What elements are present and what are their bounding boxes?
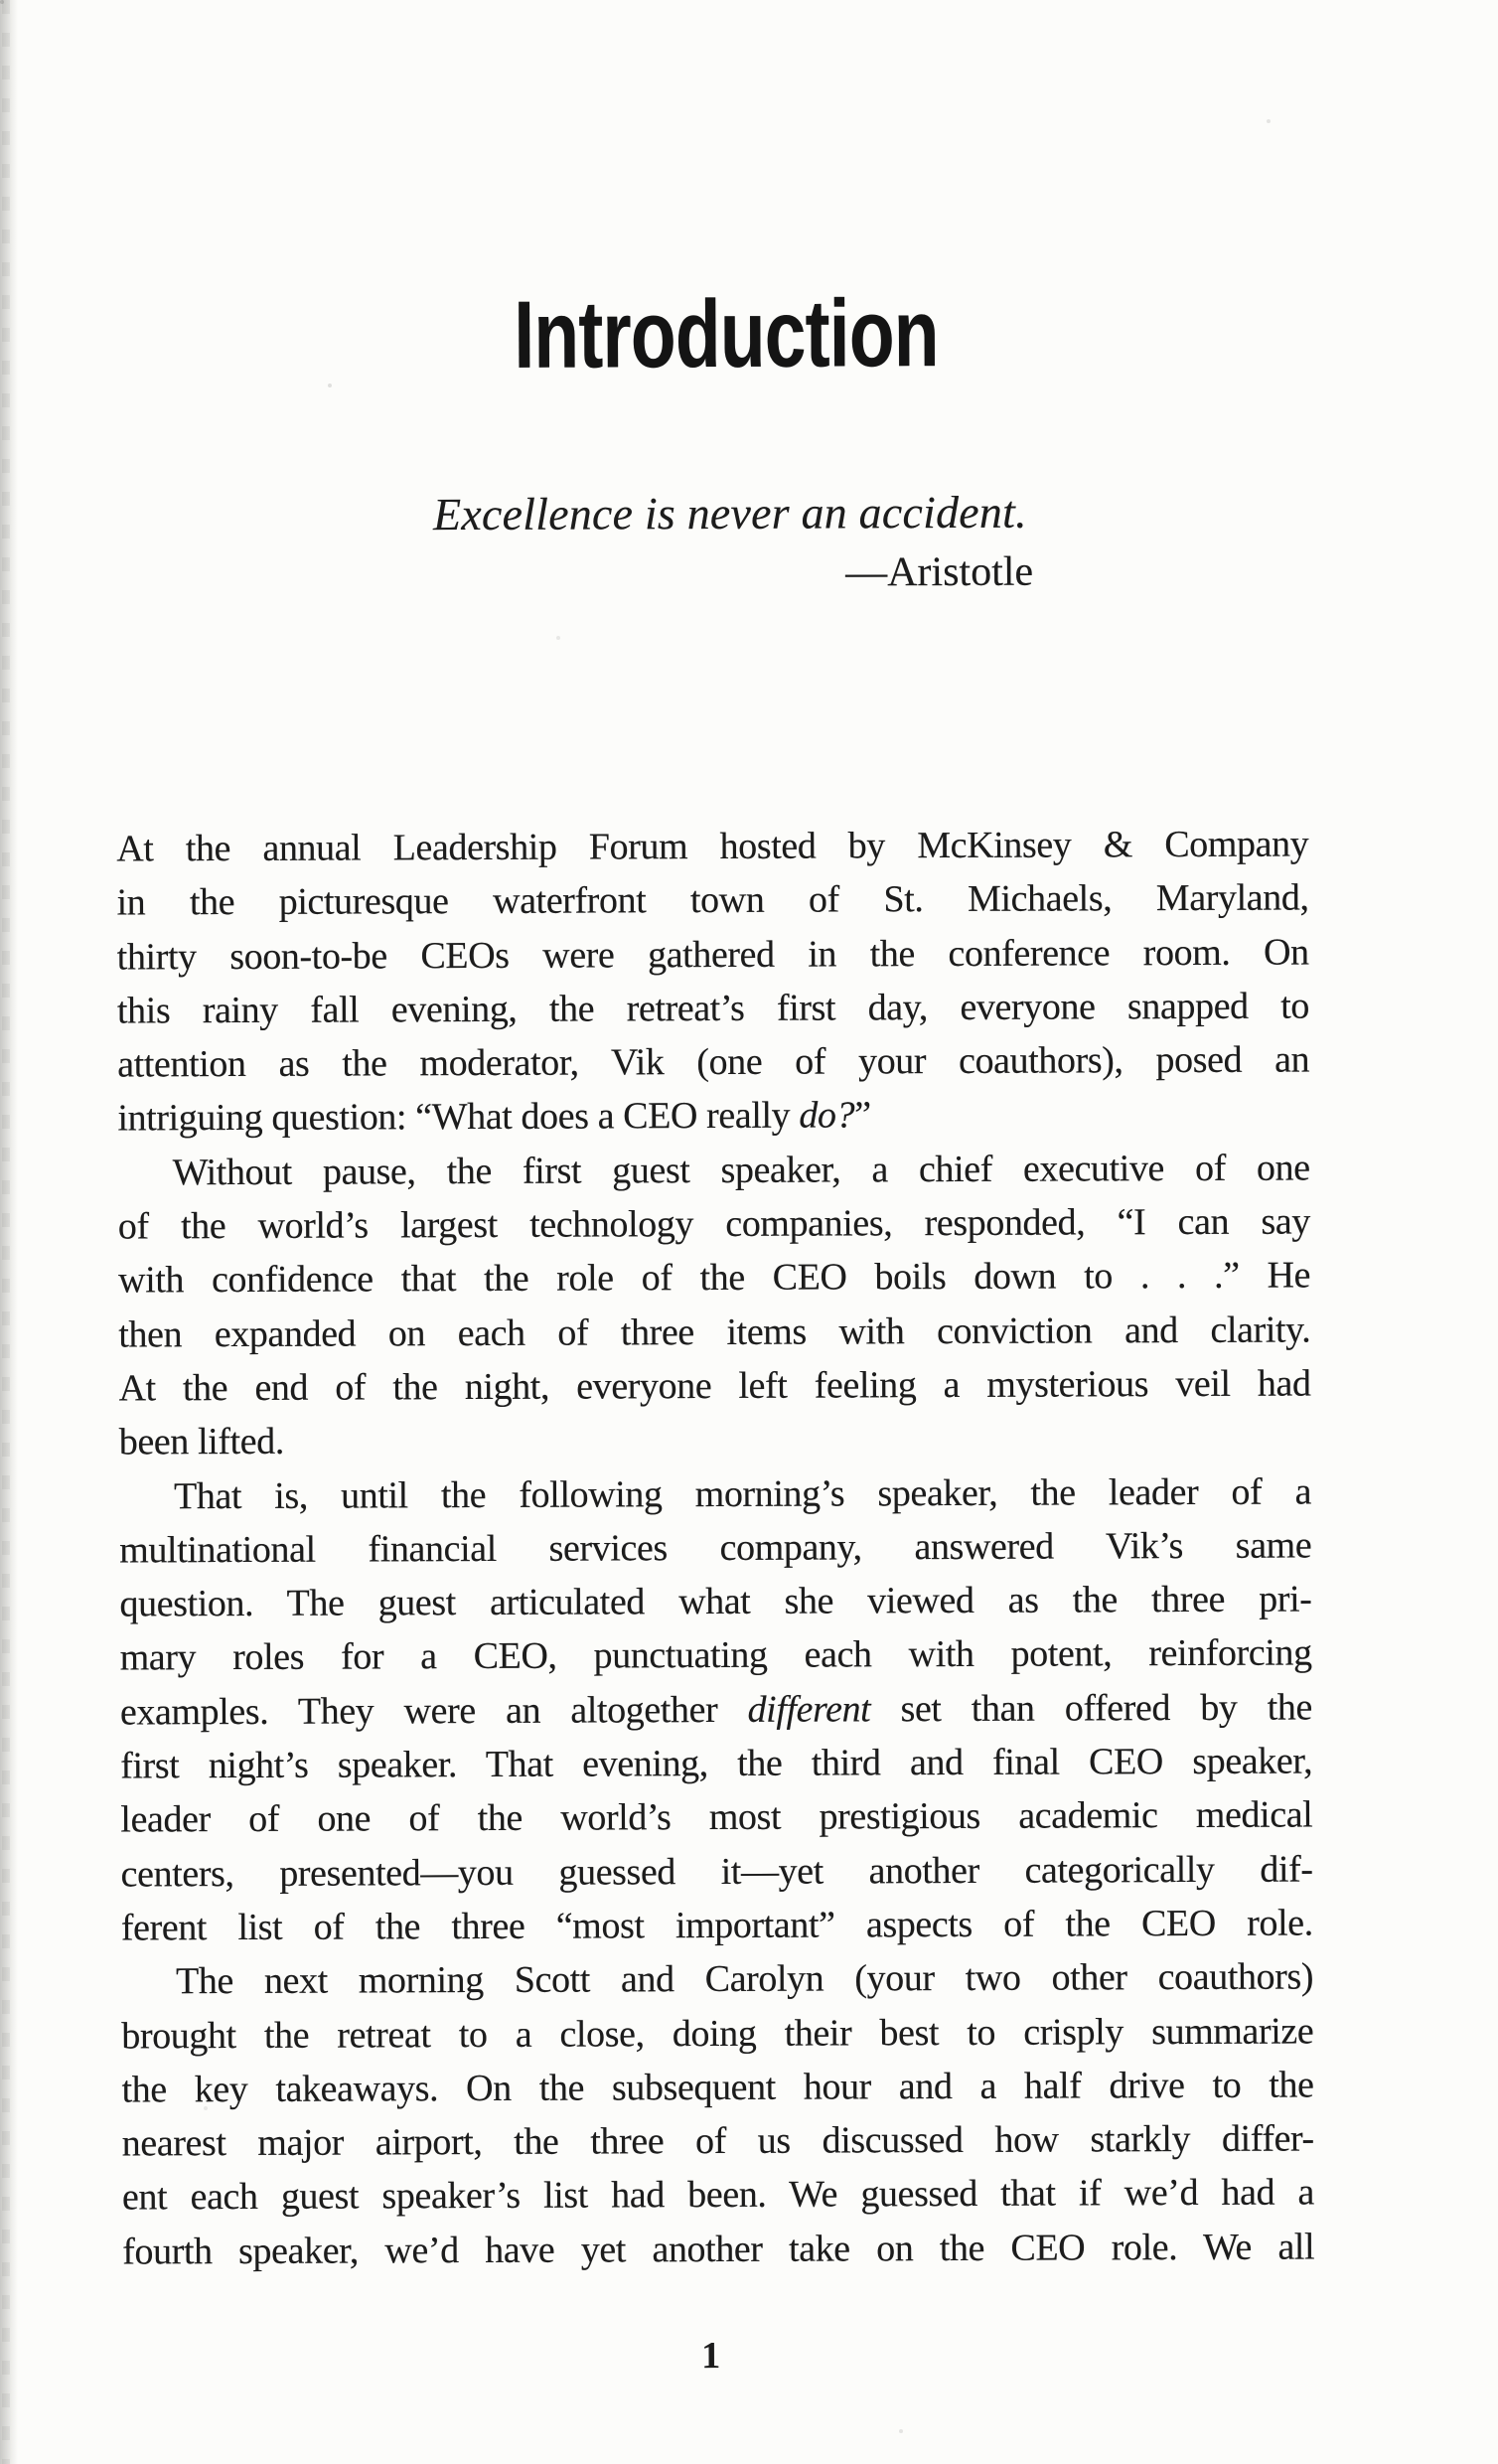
italic-text: do?: [799, 1094, 855, 1138]
text-segment: the key takeaways. On the subsequent hour and a half drive to the: [121, 2064, 1314, 2111]
chapter-title-text: Introduction: [514, 280, 940, 388]
text-line: [117, 1033, 1309, 1092]
text-segment: thirty soon-to-be CEOs were gathered in the conference room. On: [116, 931, 1309, 979]
text-segment: attention as the moderator, Vik (one of your coauthors), posed an: [117, 1038, 1310, 1086]
text-line: [117, 1087, 1309, 1146]
text-segment: ent each guest speaker’s list had been. We guessed that if we’d had a: [121, 2171, 1315, 2219]
text-segment: At the annual Leadership Forum hosted by McKinsey & Company: [116, 823, 1309, 870]
text-segment: multinational financial services company, answered Vik’s same: [119, 1524, 1312, 1572]
text-segment: intriguing question: “What does a CEO really: [117, 1095, 800, 1141]
text-segment: first night’s speaker. That evening, the third and final CEO speaker,: [120, 1740, 1313, 1787]
text-segment: then expanded on each of three items with conviction and clarity.: [118, 1309, 1311, 1356]
text-segment: with confidence that the role of the CEO boils down to . . .” He: [118, 1254, 1311, 1302]
paragraph: [116, 817, 1309, 1146]
text-line: [122, 2220, 1314, 2278]
text-line: [119, 1573, 1311, 1631]
text-segment: fourth speaker, we’d have yet another take on the CEO role. We all: [122, 2226, 1315, 2273]
text-segment: Without pause, the first guest speaker, a chief executive of one: [172, 1147, 1310, 1194]
text-segment: been lifted.: [118, 1421, 285, 1463]
text-segment: in the picturesque waterfront town of St. Michaels, Maryland,: [116, 876, 1309, 924]
body-text: [116, 817, 1314, 2278]
epigraph-attribution: —Aristotle: [845, 548, 1034, 596]
text-segment: brought the retreat to a close, doing their best to crisply summarize: [121, 2010, 1314, 2058]
text-segment: ”: [854, 1094, 871, 1137]
text-segment: this rainy fall evening, the retreat’s first day, everyone snapped to: [116, 985, 1310, 1032]
text-segment: examples. They were an altogether: [119, 1688, 748, 1734]
text-line: [116, 871, 1308, 930]
paragraph: [119, 1464, 1313, 1955]
text-line: [119, 1518, 1311, 1577]
text-line: [121, 1896, 1313, 1954]
text-line: [118, 1141, 1310, 1199]
page-number: 1: [701, 2334, 721, 2378]
text-segment: set than offered by the: [870, 1686, 1313, 1731]
paragraph: [118, 1141, 1311, 1469]
text-line: [118, 1249, 1310, 1308]
text-segment: That is, until the following morning’s speaker, the leader of a: [173, 1470, 1312, 1517]
text-line: [119, 1411, 1311, 1469]
text-line: [117, 979, 1309, 1037]
chapter-title: [0, 280, 1457, 388]
text-line: [119, 1464, 1311, 1523]
text-line: [121, 2004, 1313, 2063]
text-segment: ferent list of the three “most important” aspects of the CEO role.: [120, 1902, 1313, 1949]
text-line: [121, 2058, 1313, 2116]
text-line: [120, 1735, 1312, 1793]
text-segment: centers, presented—you guessed it—yet another categorically dif-: [120, 1848, 1313, 1896]
text-segment: of the world’s largest technology companies, responded, “I can say: [117, 1200, 1310, 1248]
text-line: [121, 1950, 1313, 2009]
text-line: [120, 1626, 1312, 1685]
text-line: [118, 1303, 1310, 1361]
text-segment: question. The guest articulated what she viewed as the three pri-: [119, 1578, 1312, 1625]
text-line: [120, 1842, 1312, 1901]
text-line: [116, 817, 1308, 875]
text-line: [122, 2166, 1314, 2225]
italic-text: different: [747, 1688, 871, 1731]
text-line: [118, 1195, 1310, 1254]
epigraph-quote: Excellence is never an accident.: [432, 486, 1027, 540]
text-segment: nearest major airport, the three of us discussed how starkly differ-: [121, 2117, 1314, 2165]
text-segment: At the end of the night, everyone left feeling a mysterious veil had: [118, 1362, 1311, 1410]
text-segment: mary roles for a CEO, punctuating each with potent, reinforcing: [119, 1631, 1312, 1679]
text-segment: leader of one of the world’s most prestigious academic medical: [120, 1793, 1313, 1841]
text-line: [120, 1788, 1312, 1847]
text-line: [117, 925, 1309, 984]
text-line: [122, 2112, 1314, 2171]
text-segment: The next morning Scott and Carolyn (your two other coauthors): [175, 1955, 1314, 2003]
text-line: [120, 1680, 1312, 1739]
paragraph: [121, 1950, 1314, 2279]
text-line: [118, 1356, 1310, 1415]
